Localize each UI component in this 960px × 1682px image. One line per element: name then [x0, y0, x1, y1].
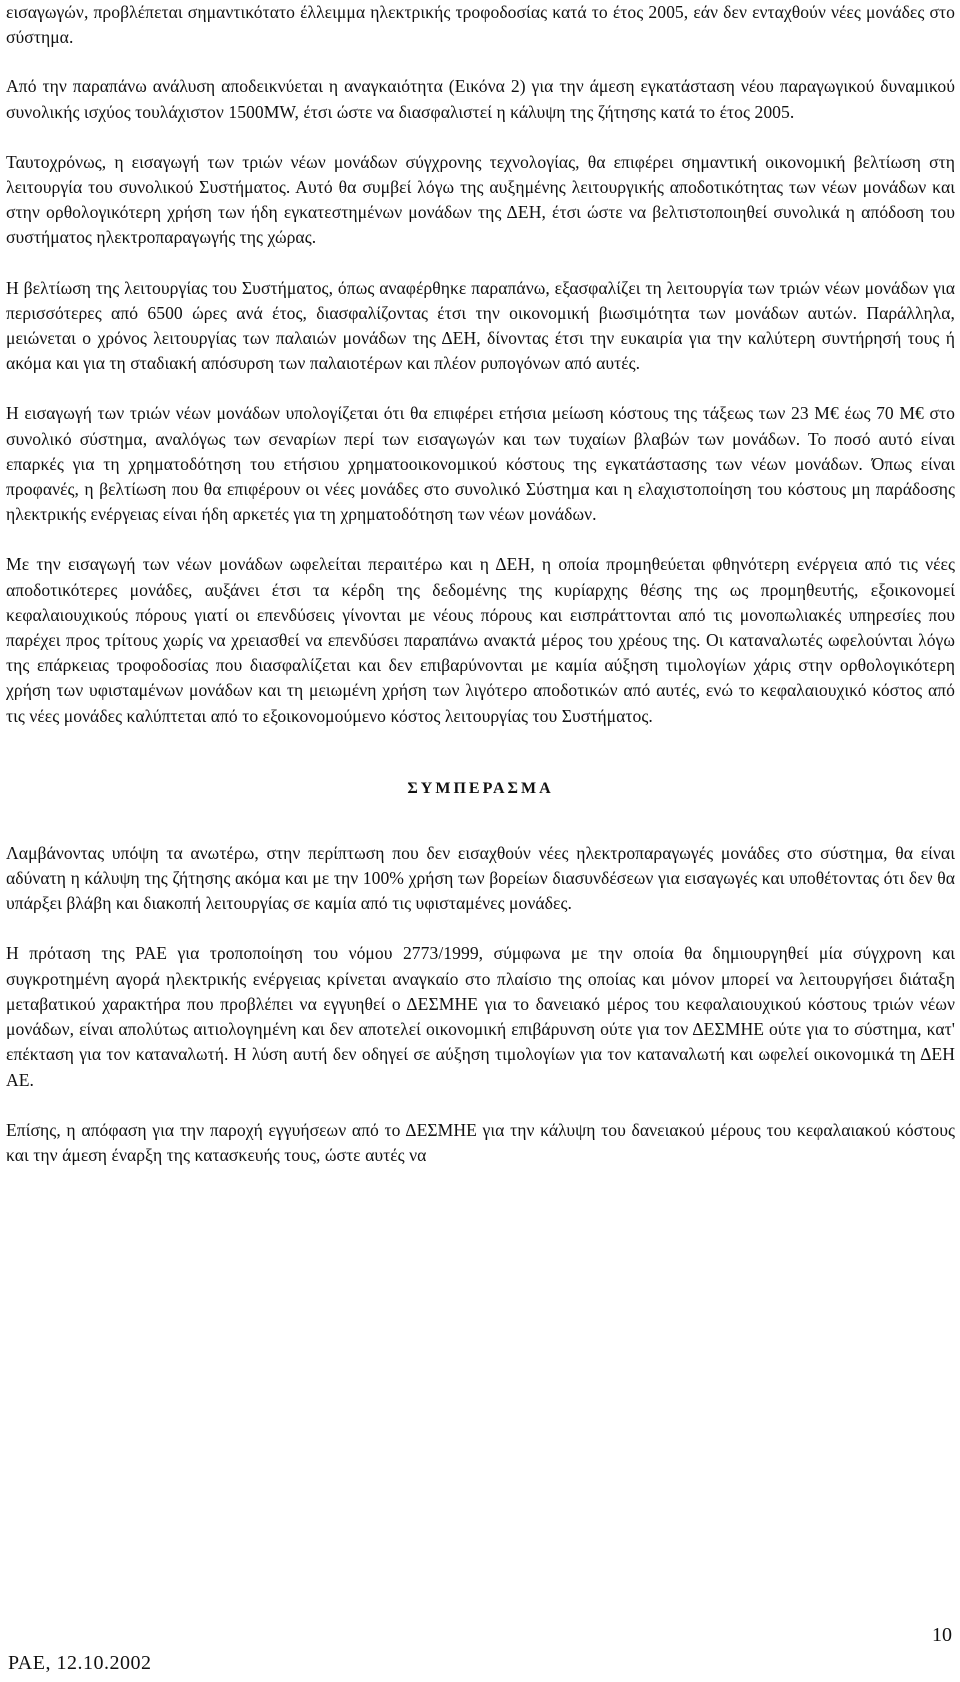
paragraph-1: εισαγωγών, προβλέπεται σημαντικότατο έλλειμμα ηλεκτρικής τροφοδοσίας κατά το έτος 2005, εάν δεν ενταχθούν νέες μονάδες στο σύστημα.	[6, 2, 955, 48]
paragraph-4: Η βελτίωση της λειτουργίας του Συστήματος, όπως αναφέρθηκε παραπάνω, εξασφαλίζει τη λειτουργία των τριών νέων μονάδων για περισσότερες από 6500 ώρες ανά έτος, διασφαλίζοντας έτσι την οικονομική βιωσιμότητα των μονάδων αυτών. Παράλληλα, μειώνεται ο χρόνος λειτουργίας των παλαιών μονάδων της ΔΕΗ, δίνοντας έτσι την ευκαιρία για την καλύτερη συντήρησή τους ή ακόμα και για τη σταδιακή απόσυρση των παλαιοτέρων και πλέον ρυπογόνων από αυτές.	[6, 277, 955, 374]
paragraph-6: Με την εισαγωγή των νέων μονάδων ωφελείται περαιτέρω και η ΔΕΗ, η οποία προμηθεύεται φθηνότερη ενέργεια από τις νέες αποδοτικότερες μονάδες, αυξάνει έτσι τα κέρδη της δεδομένης της κυρίαρχης θέσης της ως προμηθευτής, εξοικονομεί κεφαλαιουχικούς πόρους γιατί οι επενδύσεις γίνονται με νέους πόρους και εισπράττονται από τις μονοπωλιακές υπηρεσίες που παρέχει προς τρίτους χωρίς να χρειασθεί να επενδύσει παραπάνω ανακτά μέρος του χρέους της. Οι καταναλωτές ωφελούνται λόγω της επάρκειας τροφοδοσίας που διασφαλίζεται και δεν επιβαρύνονται με καμία αύξηση τιμολογίων χάρις στην ορθολογικότερη χρήση των υφισταμένων μονάδων και τη μειωμένη χρήση των λιγότερο αποδοτικών από αυτές, ενώ το κεφαλαιουχικό κόστος από τις νέες μονάδες καλύπτεται από το εξοικονομούμενο κόστος λειτουργίας του Συστήματος.	[6, 554, 955, 726]
paragraph-5: Η εισαγωγή των τριών νέων μονάδων υπολογίζεται ότι θα επιφέρει ετήσια μείωση κόστους της τάξεως των 23 Μ€ έως 70 Μ€ στο συνολικό σύστημα, αναλόγως των σεναρίων περί των εισαγωγών και των τυχαίων βλαβών των μονάδων. Το ποσό αυτό είναι επαρκές για τη χρηματοδότηση του ετήσιου χρηματοοικονομικού κόστους της εγκατάστασης των νέων μονάδων. Όπως είναι προφανές, η βελτίωση που θα επιφέρουν οι νέες μονάδες στο συνολικό Σύστημα και η ελαχιστοποίηση του κόστους μη παράδοσης ηλεκτρικής ενέργειας είναι ήδη αρκετές για τη χρηματοδότηση των νέων μονάδων.	[6, 403, 955, 525]
conclusion-paragraph-3: Επίσης, η απόφαση για την παροχή εγγυήσεων από το ΔΕΣΜΗΕ για την κάλυψη του δανειακού μέρους του κεφαλαιακού κόστους και την άμεση έναρξη της κατασκευής τους, ώστε αυτές να	[6, 1119, 955, 1165]
conclusion-paragraph-1: Λαμβάνοντας υπόψη τα ανωτέρω, στην περίπτωση που δεν εισαχθούν νέες ηλεκτροπαραγωγές μονάδες στο σύστημα, θα είναι αδύνατη η κάλυψη της ζήτησης ακόμα και με την 100% χρήση των βορείων διασυνδέσεων για εισαγωγές και υποθέτοντας ότι δεν θα υπάρξει βλάβη και διακοπή λειτουργίας σε καμία από τις υφισταμένες μονάδες.	[6, 842, 955, 914]
document-page	[6, 0, 955, 1168]
page-number: 10	[932, 1624, 952, 1646]
footer-date: ΡΑΕ, 12.10.2002	[8, 1652, 152, 1674]
paragraph-2: Από την παραπάνω ανάλυση αποδεικνύεται η αναγκαιότητα (Εικόνα 2) για την άμεση εγκατάσταση νέου παραγωγικού δυναμικού συνολικής ισχύος τουλάχιστον 1500MW, έτσι ώστε να διασφαλιστεί η κάλυψη της ζήτησης κατά το έτος 2005.	[6, 76, 955, 122]
section-heading: ΣΥΜΠΕΡΑΣΜΑ	[407, 779, 554, 797]
conclusion-paragraph-2: Η πρόταση της ΡΑΕ για τροποποίηση του νόμου 2773/1999, σύμφωνα με την οποία θα δημιουργηθεί μία σύγχρονη και συγκροτημένη αγορά ηλεκτρικής ενέργειας κρίνεται αναγκαίο στο πλαίσιο της οποίας και μόνον μπορεί να λειτουργήσει διάταξη μεταβατικού χαρακτήρα που προβλέπει να εγγυηθεί ο ΔΕΣΜΗΕ για το δανειακό μέρος του κεφαλαιουχικού κόστους τριών νέων μονάδων, είναι απολύτως αιτιολογημένη και δεν αποτελεί οικονομική επιβάρυνση ούτε για τον ΔΕΣΜΗΕ ούτε για το σύστημα, κατ' επέκταση για τον καταναλωτή. Η λύση αυτή δεν οδηγεί σε αύξηση τιμολογίων για τον καταναλωτή και ωφελεί οικονομικά τη ΔΕΗ ΑΕ.	[6, 943, 955, 1090]
paragraph-3: Ταυτοχρόνως, η εισαγωγή των τριών νέων μονάδων σύγχρονης τεχνολογίας, θα επιφέρει σημαντική οικονομική βελτίωση στη λειτουργία του συνολικού Συστήματος. Αυτό θα συμβεί λόγω της αυξημένης λειτουργικής αποδοτικότητας των νέων μονάδων και στην ορθολογικότερη χρήση των ήδη εγκατεστημένων μονάδων της ΔΕΗ, έτσι ώστε να βελτιστοποιηθεί συνολικά η απόδοση του συστήματος ηλεκτροπαραγωγής της χώρας.	[6, 151, 955, 248]
